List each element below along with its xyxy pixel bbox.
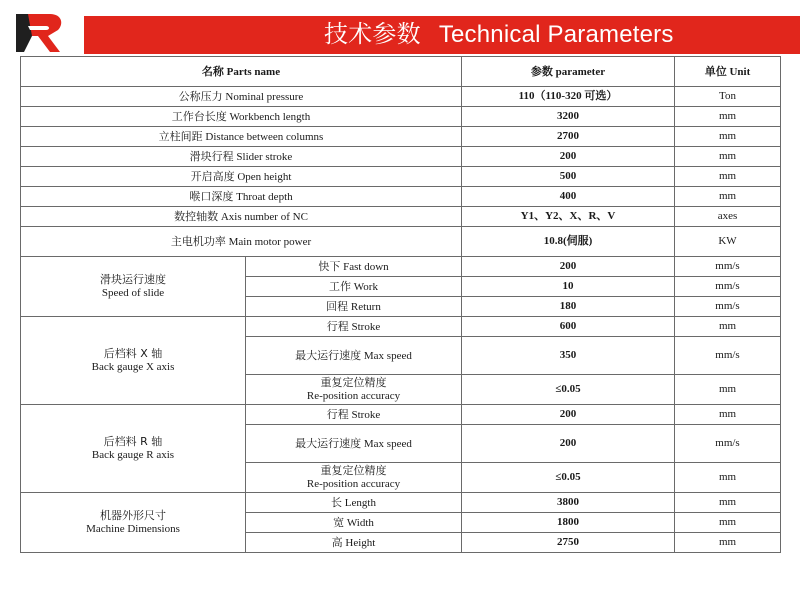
label-zh: 工作台长度 — [171, 109, 227, 123]
label-zh: 喉口深度 — [189, 189, 234, 203]
row-value: 10.8(伺服) — [462, 227, 675, 257]
label-en: Slider stroke — [236, 150, 293, 163]
group-label — [21, 405, 246, 493]
row-value: 200 — [462, 257, 675, 277]
row-value: 200 — [462, 405, 675, 425]
label-zh: 单位 — [704, 64, 727, 78]
row-unit: mm/s — [675, 425, 781, 463]
row-value: 2750 — [462, 533, 675, 553]
label-en: Main motor power — [228, 235, 312, 248]
label-zh: 数控轴数 — [174, 209, 219, 223]
brand-logo-icon — [14, 10, 66, 54]
row-unit: mm — [675, 533, 781, 553]
row-value: 1800 — [462, 513, 675, 533]
row-unit: mm — [675, 147, 781, 167]
row-label — [21, 147, 462, 167]
row-value: Y1、Y2、X、R、V — [462, 207, 675, 227]
sub-label — [246, 317, 462, 337]
label-en: Distance between columns — [205, 130, 324, 143]
row-unit: mm — [675, 167, 781, 187]
label-zh: 长 — [331, 495, 343, 509]
table-row — [21, 257, 781, 277]
label-en: Back gauge X axis — [91, 361, 175, 373]
label-en: Width — [346, 516, 374, 529]
label-en: Stroke — [351, 320, 381, 333]
label-en: Return — [350, 300, 381, 313]
label-en: Throat depth — [236, 190, 293, 203]
row-value: ≤0.05 — [462, 375, 675, 405]
label-zh: 公称压力 — [178, 89, 223, 103]
label-zh: 最大运行速度 — [295, 436, 362, 450]
table-row — [21, 207, 781, 227]
label-zh: 机器外形尺寸 — [100, 509, 166, 522]
row-unit: mm/s — [675, 257, 781, 277]
label-en: Nominal pressure — [225, 90, 304, 103]
row-unit: mm — [675, 493, 781, 513]
row-label — [21, 187, 462, 207]
group-label — [21, 493, 246, 553]
row-unit: mm — [675, 375, 781, 405]
sub-label — [246, 425, 462, 463]
row-value: 200 — [462, 147, 675, 167]
parameters-table — [20, 56, 781, 553]
row-unit: mm — [675, 107, 781, 127]
table-row — [21, 317, 781, 337]
row-unit: mm — [675, 127, 781, 147]
label-zh: 宽 — [333, 515, 345, 529]
sub-label — [246, 375, 462, 405]
header-unit — [675, 57, 781, 87]
label-zh: 重复定位精度 — [320, 464, 387, 477]
label-zh: 行程 — [326, 407, 349, 421]
table-row — [21, 167, 781, 187]
label-en: Re-position accuracy — [306, 478, 401, 490]
label-en: Height — [345, 536, 376, 549]
label-zh: 快下 — [318, 259, 341, 273]
table-row — [21, 187, 781, 207]
label-en: Open height — [237, 170, 292, 183]
sub-label — [246, 533, 462, 553]
row-unit: KW — [675, 227, 781, 257]
label-en: Fast down — [343, 260, 389, 273]
title-zh: 技术参数 — [324, 21, 421, 48]
table-row — [21, 405, 781, 425]
sub-label — [246, 493, 462, 513]
row-value: 10 — [462, 277, 675, 297]
row-unit: mm — [675, 405, 781, 425]
table-row — [21, 87, 781, 107]
row-unit: mm/s — [675, 337, 781, 375]
row-unit: mm — [675, 317, 781, 337]
label-en: Parts name — [226, 65, 281, 78]
table-row — [21, 227, 781, 257]
row-value: ≤0.05 — [462, 463, 675, 493]
sub-label — [246, 513, 462, 533]
label-en: Max speed — [363, 349, 412, 362]
sub-label — [246, 337, 462, 375]
label-en: Work — [353, 280, 378, 293]
row-unit: mm — [675, 187, 781, 207]
label-zh: 高 — [331, 535, 343, 549]
label-zh: 主电机功率 — [170, 234, 226, 248]
sub-label — [246, 463, 462, 493]
row-label — [21, 127, 462, 147]
label-en: Axis number of NC — [220, 210, 308, 223]
sub-label — [246, 257, 462, 277]
table-row — [21, 147, 781, 167]
sub-label — [246, 277, 462, 297]
row-unit: mm — [675, 513, 781, 533]
label-zh: 参数 — [530, 64, 553, 78]
row-value: 350 — [462, 337, 675, 375]
page-title — [324, 20, 674, 50]
row-value: 500 — [462, 167, 675, 187]
sub-label — [246, 405, 462, 425]
label-en: Speed of slide — [101, 287, 165, 299]
row-value: 180 — [462, 297, 675, 317]
page-header — [0, 0, 800, 56]
label-zh: 滑块行程 — [189, 149, 234, 163]
label-en: Workbench length — [229, 110, 311, 123]
label-zh: 行程 — [326, 319, 349, 333]
label-en: Machine Dimensions — [86, 523, 180, 535]
label-zh: 开启高度 — [190, 169, 235, 183]
table-row — [21, 107, 781, 127]
row-label — [21, 167, 462, 187]
group-label — [21, 257, 246, 317]
label-en: Re-position accuracy — [306, 390, 401, 402]
row-value: 2700 — [462, 127, 675, 147]
row-value: 200 — [462, 425, 675, 463]
label-zh: 后档料 R 轴 — [103, 435, 163, 448]
row-value: 3800 — [462, 493, 675, 513]
group-label — [21, 317, 246, 405]
row-unit: axes — [675, 207, 781, 227]
label-en: Length — [344, 496, 376, 509]
label-zh: 名称 — [201, 64, 224, 78]
row-unit: mm/s — [675, 277, 781, 297]
label-zh: 后档料 X 轴 — [103, 347, 163, 360]
label-zh: 滑块运行速度 — [100, 273, 166, 286]
row-value: 600 — [462, 317, 675, 337]
table-row — [21, 493, 781, 513]
row-unit: mm — [675, 463, 781, 493]
label-en: parameter — [555, 65, 606, 78]
sub-label — [246, 297, 462, 317]
label-zh: 立柱间距 — [158, 129, 203, 143]
label-en: Max speed — [363, 437, 412, 450]
label-zh: 回程 — [326, 299, 349, 313]
title-en: Technical Parameters — [438, 21, 674, 48]
table-row — [21, 127, 781, 147]
header-param — [462, 57, 675, 87]
label-zh: 工作 — [329, 279, 352, 293]
row-label — [21, 207, 462, 227]
label-en: Stroke — [351, 408, 381, 421]
header-name — [21, 57, 462, 87]
label-zh: 最大运行速度 — [295, 348, 362, 362]
label-en: Back gauge R axis — [91, 449, 175, 461]
title-banner — [84, 16, 800, 54]
label-zh: 重复定位精度 — [320, 376, 387, 389]
row-label — [21, 87, 462, 107]
row-unit: Ton — [675, 87, 781, 107]
row-value: 400 — [462, 187, 675, 207]
header-row — [21, 57, 781, 87]
row-value: 110（110-320 可选） — [462, 87, 675, 107]
row-value: 3200 — [462, 107, 675, 127]
row-unit: mm/s — [675, 297, 781, 317]
label-en: Unit — [729, 65, 751, 78]
row-label — [21, 107, 462, 127]
row-label — [21, 227, 462, 257]
